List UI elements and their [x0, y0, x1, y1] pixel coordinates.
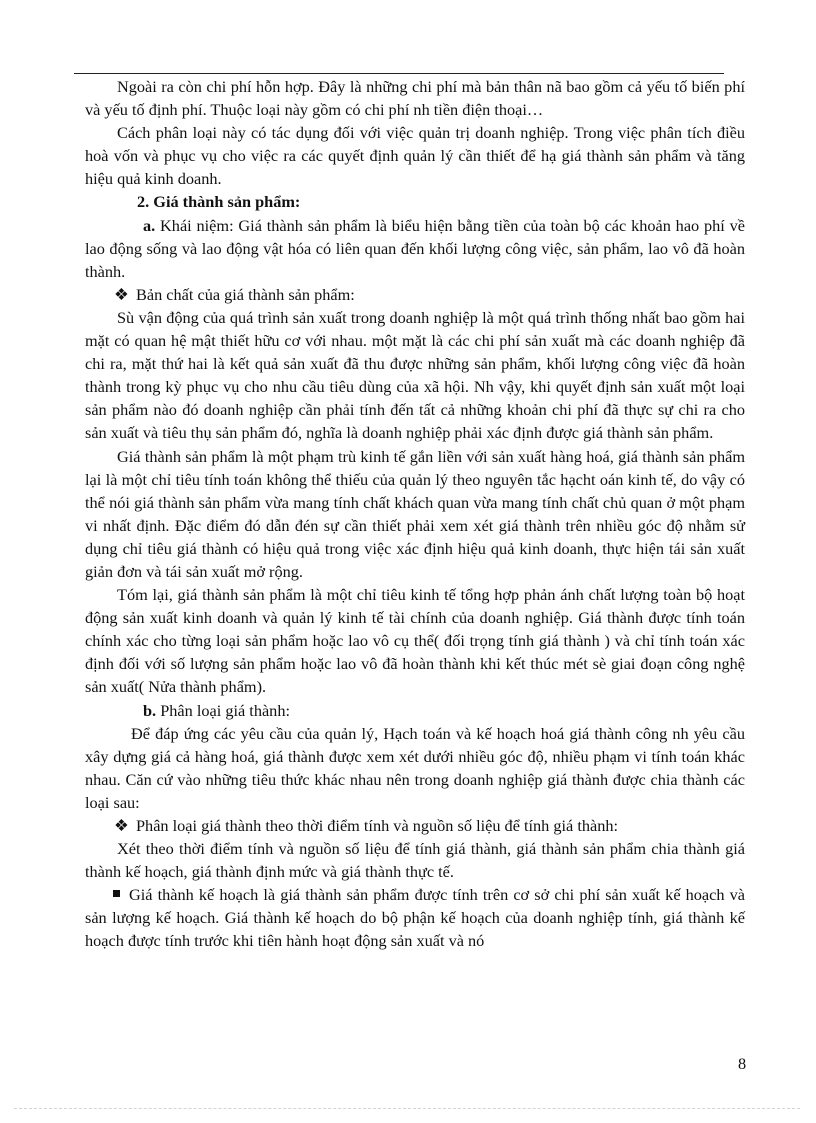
square-bullet-icon	[113, 890, 120, 897]
classification-heading-text: Phân loại giá thành:	[160, 700, 290, 720]
page-number: 8	[738, 1054, 747, 1073]
header-rule	[74, 73, 724, 74]
page-bottom-border	[14, 1108, 800, 1109]
paragraph-definition	[85, 214, 745, 283]
sub-label-a: a.	[143, 215, 156, 235]
paragraph-production-process: Sù vận động của quá trình sản xuất trong doanh nghiệp là một quá trình thống nhất bao gồm hai mặt có quan hệ mật thiết hữu cơ với nhau. một mặt là các chi phí sản xuất mà các doanh nghiệp đã chi ra, mặt thứ hai là kết quả sản xuất đã thu được những sản phẩm, khối lượng công việc đã hoàn thành trong kỳ phục vụ cho nhu cầu tiêu dùng của xã hội. Nh vậy, khi quyết định sản xuất một loại sản phẩm nào đó doanh nghiệp cần phải tính đến tất cả những khoản chi phí đã thực sự chi ra cho sản xuất và tiêu thụ sản phẩm đó, nghĩa là doanh nghiệp phải xác định được giá thành sản phẩm.	[85, 307, 745, 443]
section-heading-product-cost: 2. Giá thành sản phẩm:	[137, 192, 301, 212]
sub-label-b: b.	[143, 700, 157, 720]
diamond-bullet-icon: ❖	[114, 284, 129, 304]
definition-text: Khái niệm: Giá thành sản phẩm là biểu hiện bằng tiền của toàn bộ các khoản hao phí về lao động sống và lao động vật hóa có liên quan đến khối lượng công việc, sản phẩm, lao vô đã hoàn thành.	[85, 215, 745, 281]
paragraph-cost-types: Xét theo thời điểm tính và nguồn số liệu để tính giá thành, giá thành sản phẩm chia thành giá thành kế hoạch, giá thành định mức và giá thành thực tế.	[85, 839, 745, 882]
paragraph-economic-category: Giá thành sản phẩm là một phạm trù kinh tế gắn liền với sản xuất hàng hoá, giá thành sản phẩm lại là một chỉ tiêu tính toán không thể thiếu của quản lý theo nguyên tắc hạcht oán kinh tế, do vậy có thể nói giá thành sản phẩm vừa mang tính chất khách quan vừa mang tính chất chủ quan ở một phạm vi nhất định. Đặc điểm đó dẫn đén sự cần thiết phải xem xét giá thành trên nhiều góc độ nhằm sử dụng chỉ tiêu giá thành có hiệu quả trong việc xác định hiệu quả kinh doanh, thực hiện tái sản xuất giản đơn và tái sản xuất mở rộng.	[85, 446, 745, 581]
paragraph-classification-effect: Cách phân loại này có tác dụng đối với việc quản trị doanh nghiệp. Trong việc phân tích điều hoà vốn và phục vụ cho việc ra các quyết định quản lý cần thiết để hạ giá thành sản phẩm và tăng hiệu quả kinh doanh.	[85, 123, 745, 189]
nature-heading-text: Bản chất của giá thành sản phẩm:	[136, 284, 355, 304]
paragraph-requirements: Để đáp ứng các yêu cầu của quản lý, Hạch toán và kế hoạch hoá giá thành công nh yêu cầu xây dựng giá cả hàng hoá, giá thành được xem xét dưới nhiều góc độ, nhiều phạm vi tính toán khác nhau. Căn cứ vào những tiêu thức khác nhau nên trong doanh nghiệp giá thành được chia thành các loại sau:	[85, 723, 745, 812]
paragraph-summary: Tóm lại, giá thành sản phẩm là một chỉ tiêu kinh tế tổng hợp phản ánh chất lượng toàn bộ hoạt động sản xuất kinh doanh và quản lý kinh tế tài chính của doanh nghiệp. Giá thành được tính toán chính xác cho từng loại sản phẩm hoặc lao vô cụ thể( đối trọng tính giá thành ) và chỉ tính toán xác định đối với số lượng sản phẩm hoặc lao vô đã hoàn thành khi kết thúc mét sè giai đoạn công nghệ sản xuất( Nửa thành phẩm).	[85, 585, 745, 697]
paragraph-classification-heading	[85, 699, 745, 722]
diamond-bullet-icon: ❖	[114, 816, 129, 835]
classification-by-time-text: Phân loại giá thành theo thời điểm tính và nguồn số liệu để tính giá thành:	[136, 816, 619, 835]
paragraph-planned-cost	[85, 883, 745, 952]
paragraph-mixed-cost: Ngoài ra còn chi phí hỗn hợp. Đây là những chi phí mà bản thân nã bao gồm cả yếu tố biến phí và yếu tố định phí. Thuộc loại này gồm có chi phí nh tiền điện thoại…	[85, 77, 745, 120]
planned-cost-text: Giá thành kế hoạch là giá thành sản phẩm được tính trên cơ sở chi phí sản xuất kế hoạch và sản lượng kế hoạch. Giá thành kế hoạch do bộ phận kế hoạch của doanh nghiệp tính, giá thành kế hoạch được tính trước khi tiên hành hoạt động sản xuất và nó	[85, 885, 745, 951]
document-body	[85, 75, 745, 953]
bullet-nature-heading	[85, 283, 745, 306]
bullet-classification-by-time	[85, 814, 745, 837]
